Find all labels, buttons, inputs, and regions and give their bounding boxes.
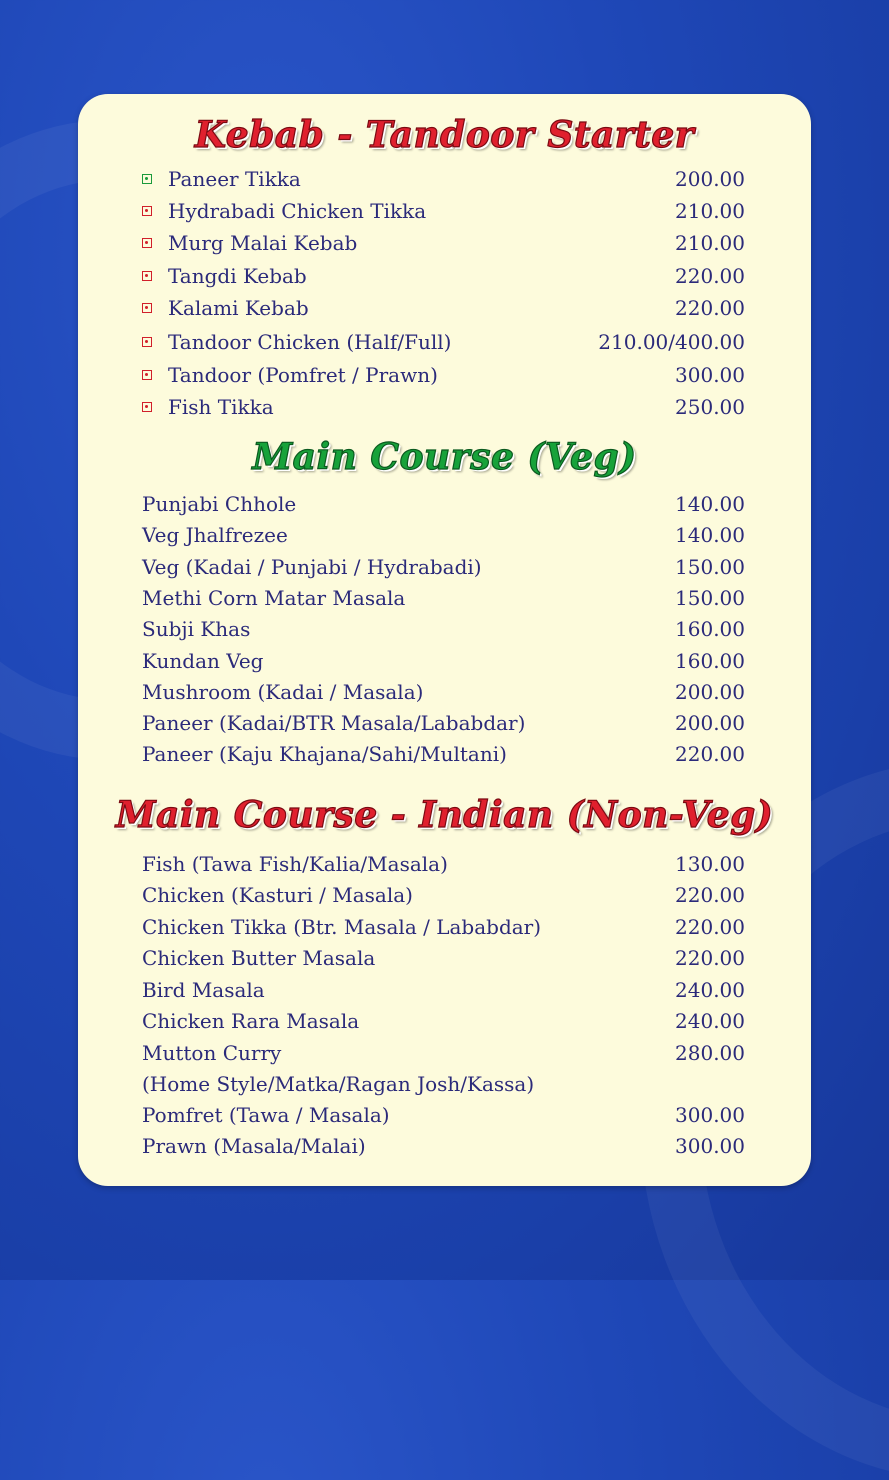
item-price: 220.00	[675, 264, 745, 288]
menu-item	[142, 646, 745, 676]
item-price: 220.00	[675, 296, 745, 320]
item-price: 210.00	[675, 199, 745, 223]
menu-item	[142, 327, 745, 357]
menu-item	[142, 164, 745, 194]
item-price: 200.00	[675, 711, 745, 735]
menu-item	[142, 520, 745, 550]
item-name: Tangdi Kebab	[168, 264, 307, 288]
nonveg-mark-icon	[142, 238, 152, 248]
item-name: Subji Khas	[142, 617, 251, 641]
menu-item	[142, 489, 745, 519]
item-name: Tandoor Chicken (Half/Full)	[168, 330, 452, 354]
item-price: 140.00	[675, 492, 745, 516]
menu-item	[142, 1131, 745, 1161]
item-price: 150.00	[675, 555, 745, 579]
menu-item	[142, 228, 745, 258]
item-name: Kundan Veg	[142, 649, 264, 673]
menu-item	[142, 1100, 745, 1130]
menu-item	[142, 1006, 745, 1036]
veg-mark-icon	[142, 174, 152, 184]
nonveg-mark-icon	[142, 370, 152, 380]
item-price: 300.00	[675, 1103, 745, 1127]
item-price: 200.00	[675, 167, 745, 191]
menu-item	[142, 975, 745, 1005]
item-name: Mushroom (Kadai / Masala)	[142, 680, 424, 704]
item-name: Prawn (Masala/Malai)	[142, 1134, 366, 1158]
item-price: 220.00	[675, 946, 745, 970]
item-name: Hydrabadi Chicken Tikka	[168, 199, 427, 223]
menu-item	[142, 677, 745, 707]
menu-item	[142, 261, 745, 291]
item-name: Bird Masala	[142, 978, 265, 1002]
section-title-main-course-indian-nonveg: Main Course - Indian (Non-Veg)	[115, 794, 774, 836]
item-price: 240.00	[675, 1009, 745, 1033]
menu-item	[142, 1069, 745, 1099]
item-price: 200.00	[675, 680, 745, 704]
menu-item	[142, 392, 745, 422]
item-price: 220.00	[675, 883, 745, 907]
item-name: Paneer (Kaju Khajana/Sahi/Multani)	[142, 742, 507, 766]
item-name: Mutton Curry	[142, 1041, 282, 1065]
nonveg-mark-icon	[142, 271, 152, 281]
item-name: Kalami Kebab	[168, 296, 309, 320]
item-price: 220.00	[675, 742, 745, 766]
section-title-kebab-tandoor-starter: Kebab - Tandoor Starter	[194, 114, 695, 156]
menu-item	[142, 912, 745, 942]
item-name: Chicken Rara Masala	[142, 1009, 360, 1033]
item-price: 220.00	[675, 915, 745, 939]
menu-item	[142, 943, 745, 973]
item-name: Chicken Tikka (Btr. Masala / Lababdar)	[142, 915, 542, 939]
item-price: 150.00	[675, 586, 745, 610]
item-name: Chicken Butter Masala	[142, 946, 376, 970]
menu-item	[142, 739, 745, 769]
item-name: Murg Malai Kebab	[168, 231, 358, 255]
item-name: Fish (Tawa Fish/Kalia/Masala)	[142, 852, 448, 876]
item-price: 160.00	[675, 617, 745, 641]
item-name: Fish Tikka	[168, 395, 274, 419]
nonveg-mark-icon	[142, 303, 152, 313]
section-title-main-course-veg: Main Course (Veg)	[252, 436, 637, 478]
menu-item	[142, 708, 745, 738]
item-name: Methi Corn Matar Masala	[142, 586, 406, 610]
item-name: Chicken (Kasturi / Masala)	[142, 883, 413, 907]
menu-card	[78, 94, 811, 1186]
item-name: Tandoor (Pomfret / Prawn)	[168, 363, 438, 387]
item-price: 210.00/400.00	[598, 330, 745, 354]
item-price: 240.00	[675, 978, 745, 1002]
menu-item	[142, 849, 745, 879]
item-price: 300.00	[675, 1134, 745, 1158]
menu-item	[142, 880, 745, 910]
item-name: Veg (Kadai / Punjabi / Hydrabadi)	[142, 555, 482, 579]
menu-item	[142, 614, 745, 644]
item-price: 140.00	[675, 523, 745, 547]
menu-item	[142, 552, 745, 582]
item-price: 210.00	[675, 231, 745, 255]
item-name: Punjabi Chhole	[142, 492, 297, 516]
item-price: 130.00	[675, 852, 745, 876]
item-name: Pomfret (Tawa / Masala)	[142, 1103, 390, 1127]
menu-item	[142, 196, 745, 226]
nonveg-mark-icon	[142, 337, 152, 347]
menu-item	[142, 583, 745, 613]
item-price: 280.00	[675, 1041, 745, 1065]
item-name: (Home Style/Matka/Ragan Josh/Kassa)	[142, 1072, 535, 1096]
item-name: Paneer Tikka	[168, 167, 301, 191]
item-price: 300.00	[675, 363, 745, 387]
menu-item	[142, 293, 745, 323]
nonveg-mark-icon	[142, 206, 152, 216]
item-name: Veg Jhalfrezee	[142, 523, 288, 547]
item-name: Paneer (Kadai/BTR Masala/Lababdar)	[142, 711, 526, 735]
menu-item	[142, 1038, 745, 1068]
menu-item	[142, 360, 745, 390]
item-price: 160.00	[675, 649, 745, 673]
item-price: 250.00	[675, 395, 745, 419]
nonveg-mark-icon	[142, 402, 152, 412]
